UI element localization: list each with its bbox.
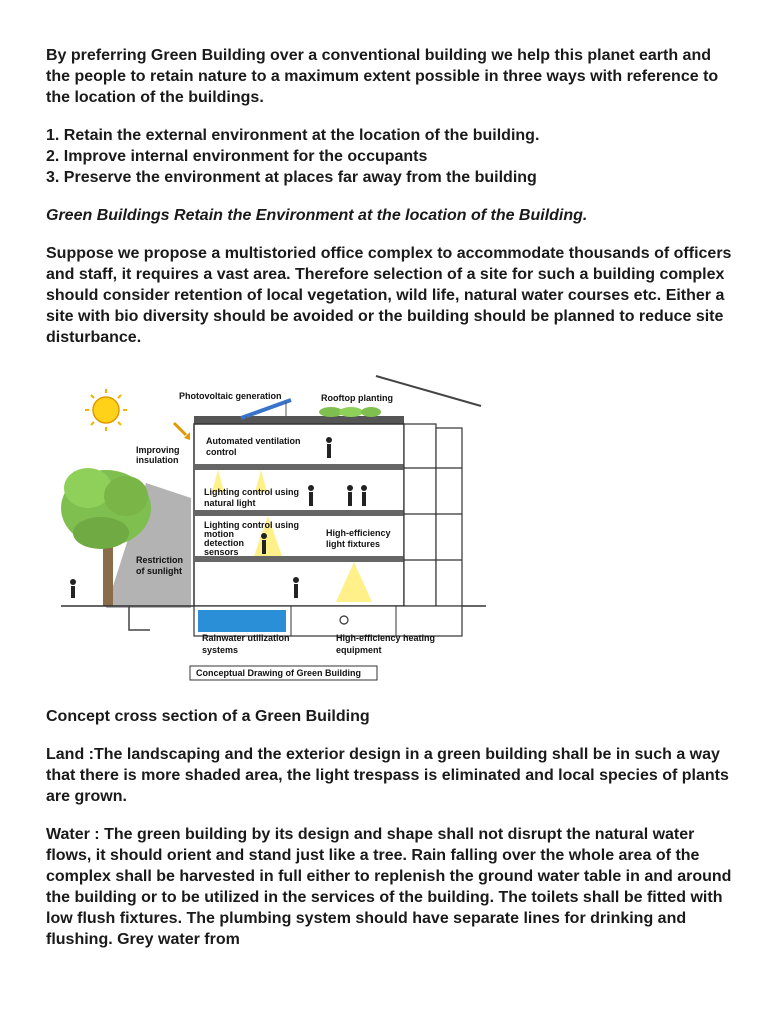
label-lighting-motion-1: Lighting control using [204,520,299,530]
figure-caption: Conceptual Drawing of Green Building [196,668,362,678]
list-item-3: 3. Preserve the environment at places far away from the building [46,169,537,186]
water-paragraph: Water : The green building by its design and shape shall not disrupt the natural water flows, it should orient and stand just like a tree. Rain falling over the whole area of the complex shall be harvested in full either to replenish the ground water table in and around the building or to be utilized in the services of the building. The toilets shall be fitted with low flush fixtures. The plumbing system should have separate lines for drinking and flushing. Grey water from [46,826,732,948]
label-lighting-natural-2: natural light [204,498,256,508]
label-rooftop: Rooftop planting [321,393,393,403]
label-high-eff-light-2: light fixtures [326,539,381,549]
label-ventilation-2: control [206,447,237,457]
label-lighting-natural-1: Lighting control using [204,487,299,497]
label-rainwater-1: Rainwater utilization [202,633,290,643]
intro-paragraph: By preferring Green Building over a conventional building we help this planet earth and the people to retain nature to a maximum extent possible in three ways with reference to the location of the buildings. [46,47,719,106]
label-lighting-motion-2: motion [204,529,234,539]
subheading: Green Buildings Retain the Environment at the location of the Building. [46,207,588,224]
list-item-2: 2. Improve internal environment for the occupants [46,148,428,165]
sun-icon [85,389,127,431]
stairwell [404,424,462,606]
drain-pipe [129,606,150,630]
label-restriction-2: of sunlight [136,566,182,576]
site-paragraph: Suppose we propose a multistoried office complex to accommodate thousands of officers and staff, it requires a vast area. Therefore selection of a site for such a building complex should consider retention of local vegetation, wild life, natural water courses etc. Either a site with bio diversity should be avoided or the building should be planned to reduce site disturbance. [46,245,732,346]
land-paragraph: Land :The landscaping and the exterior design in a green building shall be in such a way that there is more shaded area, the light trespass is eliminated and local species of plants are grown. [46,746,729,805]
arrow-icon [174,423,190,440]
label-lighting-motion-3: detection [204,538,245,548]
rainwater-tank [198,610,286,632]
label-improving-2: insulation [136,455,179,465]
roof-slab [194,416,404,424]
cross-section-diagram [46,368,496,688]
rooftop-plants [319,407,381,417]
label-improving-1: Improving [136,445,180,455]
label-lighting-motion-4: sensors [204,547,239,557]
floor-slab [194,510,404,516]
label-heating-2: equipment [336,645,382,655]
label-photovoltaic: Photovoltaic generation [179,391,282,401]
document-body [46,45,736,348]
green-building-figure [46,368,496,688]
label-rainwater-2: systems [202,645,239,655]
label-restriction-1: Restriction [136,555,184,565]
document-lower [46,706,736,950]
label-ventilation-1: Automated ventilation [206,436,301,446]
person-icon [70,579,76,598]
concept-heading: Concept cross section of a Green Building [46,708,370,725]
label-heating-1: High-efficiency heating [336,633,436,643]
floor-slab [194,464,404,470]
label-high-eff-light-1: High-efficiency [326,528,391,538]
list-item-1: 1. Retain the external environment at the location of the building. [46,127,540,144]
